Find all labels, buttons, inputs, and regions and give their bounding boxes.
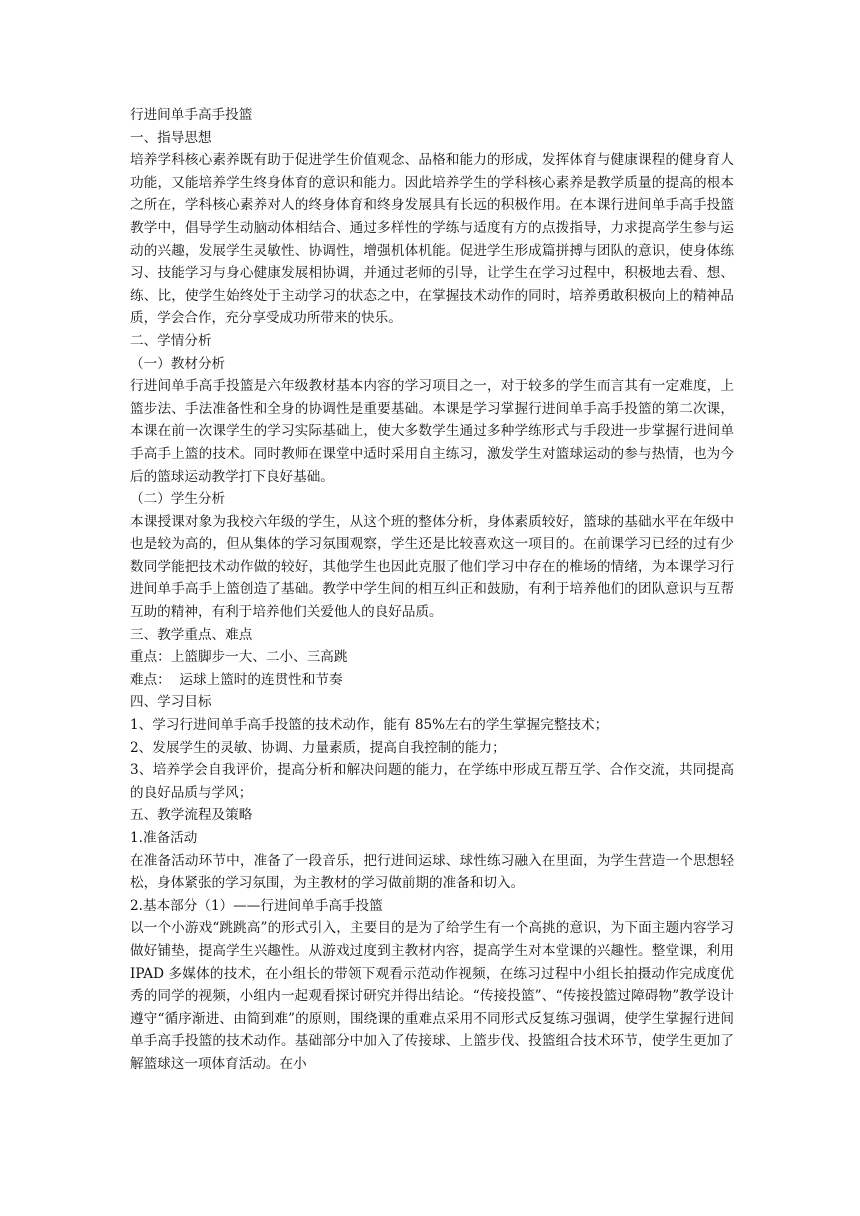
goal-item-3: 3、培养学会自我评价，提高分析和解决问题的能力，在学练中形成互帮互学、合作交流，共同提高的良好品质与学风；: [130, 762, 734, 801]
subheading-basic-part: 2.基本部分（1）——行进间单手高手投篮: [130, 897, 383, 914]
paragraph-material-analysis: 行进间单手高手投篮是六年级教材基本内容的学习项目之一，对于较多的学生而言其有一定难度，上篮步法、手法准备性和全身的协调性是重要基础。本课是学习掌握行进间单手高手投篮的第二次课，本课在前一次课学生的学习实际基础上，使大多数学生通过多种学练形式与手段进一步掌握行进间单手高手上篮的技术。同时教师在课堂中适时采用自主练习，激发学生对篮球运动的参与热情，也为今后的篮球运动教学打下良好基础。: [130, 378, 734, 485]
section-heading-teaching-process: 五、教学流程及策略: [130, 807, 253, 824]
subheading-student-analysis: （二）学生分析: [130, 491, 226, 508]
section-heading-guiding-ideology: 一、指导思想: [130, 129, 212, 146]
difficulty-line: 难点： 运球上篮时的连贯性和节奏: [130, 671, 343, 688]
paragraph-student-analysis: 本课授课对象为我校六年级的学生，从这个班的整体分析，身体素质较好，篮球的基础水平在年级中也是较为高的，但从集体的学习氛围观察，学生还是比较喜欢这一项目的。在前课学习已经的过有少数同学能把技术动作做的较好，其他学生也因此克服了他们学习中存在的椎场的情绪，为本课学习行进间单手高手上篮创造了基础。教学中学生间的相互纠正和鼓励，有利于培养他们的团队意识与互帮互助的精神，有利于培养他们关爱他人的良好品质。: [130, 513, 734, 621]
section-heading-learning-goals: 四、学习目标: [130, 694, 212, 711]
subheading-material-analysis: （一）教材分析: [130, 355, 226, 372]
section-heading-key-points: 三、教学重点、难点: [130, 626, 253, 643]
key-point-line: 重点：上篮脚步一大、二小、三高跳: [130, 649, 348, 666]
goal-item-1: 1、学习行进间单手高手投篮的技术动作，能有 85%左右的学生掌握完整技术；: [130, 717, 609, 734]
paragraph-basic-part: 以一个小游戏“跳跳高”的形式引入，主要目的是为了给学生有一个高挑的意识，为下面主题内容学习做好铺垫，提高学生兴趣性。从游戏过度到主教材内容，提高学生对本堂课的兴趣性。整堂课，利用 IPAD 多媒体的技术，在小组长的带领下观看示范动作视频，在练习过程中小组长拍摄动作完成度优秀的同学的视频，小组内一起观看探讨研究并得出结论。“传接投篮”、“传接投篮过障碍物”教学设计遵守“循序渐进、由简到难”的原则，围绕课的重难点采用不同形式反复练习强调，使学生掌握行进间单手高手投篮的技术动作。基础部分中加入了传接球、上篮步伐、投篮组合技术环节，使学生更加了解篮球这一项体育活动。在小: [130, 920, 734, 1072]
goal-item-2: 2、发展学生的灵敏、协调、力量素质，提高自我控制的能力；: [130, 739, 506, 756]
paragraph-warmup: 在准备活动环节中，准备了一段音乐，把行进间运球、球性练习融入在里面，为学生营造一个思想轻松，身体紧张的学习氛围，为主教材的学习做前期的准备和切入。: [130, 852, 734, 892]
section-heading-learning-analysis: 二、学情分析: [130, 332, 212, 349]
document-body: [130, 104, 734, 1076]
subheading-warmup: 1.准备活动: [130, 830, 198, 846]
document-title: 行进间单手高手投篮: [130, 107, 253, 123]
paragraph-guiding-ideology: 培养学科核心素养既有助于促进学生价值观念、品格和能力的形成，发挥体育与健康课程的健身育人功能，又能培养学生终身体育的意识和能力。因此培养学生的学科核心素养是教学质量的提高的根本之所在，学科核心素养对人的终身体育和终身发展具有长远的积极作用。在本课行进间单手高手投篮教学中，倡导学生动脑动体相结合、通过多样性的学练与适度有方的点拨指导，力求提高学生参与运动的兴趣，发展学生灵敏性、协调性，增强机体机能。促进学生形成篇拼搏与团队的意识，使身体练习、技能学习与身心健康发展相协调，并通过老师的引导，让学生在学习过程中，积极地去看、想、练、比，使学生始终处于主动学习的状态之中，在掌握技术动作的同时，培养勇敢积极向上的精神品质，学会合作，充分享受成功所带来的快乐。: [130, 152, 734, 327]
